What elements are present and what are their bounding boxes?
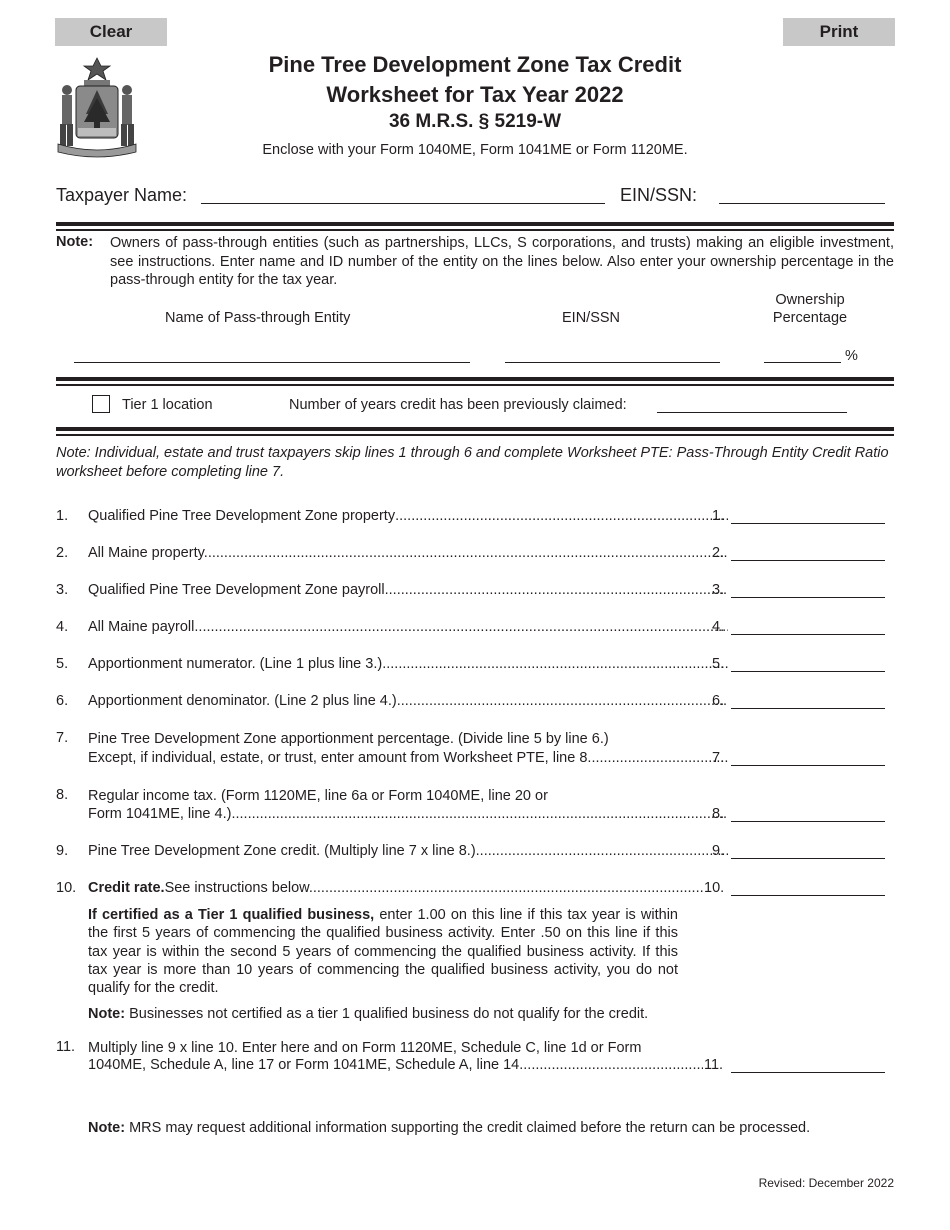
line-3-amount-field[interactable]: [731, 580, 885, 598]
col-ownership-header-line2: Percentage: [772, 310, 848, 326]
line-ref: 6.: [712, 693, 725, 709]
enclose-instruction: Enclose with your Form 1040ME, Form 1041ME or Form 1120ME.: [262, 142, 688, 158]
line-number: 1.: [56, 508, 69, 524]
line-5-amount-field[interactable]: [731, 654, 885, 672]
col-ein-header: EIN/SSN: [562, 310, 621, 326]
footer-note: Note: MRS may request additional information supporting the credit claimed before the return can be processed.: [88, 1120, 811, 1136]
line-4-amount-field[interactable]: [731, 617, 885, 635]
line-number: 7.: [56, 730, 69, 746]
col-ownership-header-line1: Ownership: [775, 292, 845, 308]
line-1-amount-field[interactable]: [731, 506, 885, 524]
section-divider: [56, 377, 894, 381]
line-10-instructions: If certified as a Tier 1 qualified business, enter 1.00 on this line if this tax year is within the first 5 years of commencing the qualified business activity. Enter .50 on this line if this tax year is within the second 5 years of commencing the qualified business activity. If this tax year is more than 10 years of commencing the qualified business activity, you do not qualify for the credit.: [88, 907, 678, 997]
line-number: 9.: [56, 843, 69, 859]
taxpayer-ein-label: EIN/SSN:: [620, 185, 698, 205]
line-6-label: Apportionment denominator. (Line 2 plus line 4.) .....: [88, 693, 728, 709]
section-divider: [56, 222, 894, 226]
col-entity-name-header: Name of Pass-through Entity: [165, 310, 351, 326]
line-10-label: Credit rate. See instructions below. .....: [88, 880, 704, 896]
line-ref: 4.: [712, 619, 725, 635]
line-2-amount-field[interactable]: [731, 543, 885, 561]
line-7-label-line1: Pine Tree Development Zone apportionment percentage. (Divide line 5 by line 6.): [88, 731, 609, 747]
line-9-label: Pine Tree Development Zone credit. (Multiply line 7 x line 8.) .....: [88, 843, 728, 859]
line-number: 10.: [56, 880, 77, 896]
revised-date: Revised: December 2022: [758, 1176, 894, 1190]
line-ref: 8.: [712, 806, 725, 822]
section-divider: [56, 427, 894, 431]
clear-button[interactable]: Clear: [55, 18, 167, 46]
line-ref: 3.: [712, 582, 725, 598]
line-ref: 5.: [712, 656, 725, 672]
line-5-label: Apportionment numerator. (Line 1 plus line 3.) .....: [88, 656, 728, 672]
line-8-amount-field[interactable]: [731, 804, 885, 822]
taxpayer-name-field[interactable]: [201, 203, 605, 204]
years-claimed-field[interactable]: [657, 412, 847, 413]
state-seal-logo: [54, 56, 140, 160]
line-1-label: Qualified Pine Tree Development Zone property .....: [88, 508, 728, 524]
line-3-label: Qualified Pine Tree Development Zone payroll. .....: [88, 582, 728, 598]
line-11-label: 1040ME, Schedule A, line 17 or Form 1041ME, Schedule A, line 14 .....: [88, 1057, 703, 1073]
line-number: 3.: [56, 582, 69, 598]
line-ref: 7.: [712, 750, 725, 766]
line-10-note: Note: Businesses not certified as a tier 1 qualified business do not qualify for the credit.: [88, 1006, 649, 1022]
line-number: 11.: [56, 1039, 76, 1055]
pass-through-note-label: Note:: [56, 234, 94, 250]
line-11-amount-field[interactable]: [731, 1055, 885, 1073]
line-ref: 10.: [704, 880, 725, 896]
percent-sign: %: [845, 348, 858, 364]
pass-through-note-text: Owners of pass-through entities (such as partnerships, LLCs, S corporations, and trusts) making an eligible investment, see instructions. Enter name and ID number of the entity on the lines below. Also enter your ownership percentage in the pass-through entity for the tax year.: [110, 235, 894, 288]
tier1-location-label: Tier 1 location: [122, 397, 213, 413]
line-number: 6.: [56, 693, 69, 709]
line-ref: 9.: [712, 843, 725, 859]
line-7-label: Except, if individual, estate, or trust, enter amount from Worksheet PTE, line 8. .....: [88, 750, 728, 766]
entity-ein-field[interactable]: [505, 362, 720, 363]
line-number: 4.: [56, 619, 69, 635]
line-11-label-line1: Multiply line 9 x line 10. Enter here and on Form 1120ME, Schedule C, line 1d or Form: [88, 1040, 642, 1056]
line-8-label-line1: Regular income tax. (Form 1120ME, line 6a or Form 1040ME, line 20 or: [88, 788, 548, 804]
individual-taxpayer-note: Note: Individual, estate and trust taxpayers skip lines 1 through 6 and complete Worksheet PTE: Pass-Through Entity Credit Ratio worksheet before completing line 7.: [56, 445, 889, 480]
section-divider: [56, 384, 894, 386]
taxpayer-ein-field[interactable]: [719, 203, 885, 204]
print-button[interactable]: Print: [783, 18, 895, 46]
line-2-label: All Maine property. .....: [88, 545, 728, 561]
line-10-amount-field[interactable]: [731, 878, 885, 896]
line-9-amount-field[interactable]: [731, 841, 885, 859]
entity-name-field[interactable]: [74, 362, 470, 363]
form-title-line1: Pine Tree Development Zone Tax Credit: [268, 52, 682, 77]
line-number: 8.: [56, 787, 69, 803]
section-divider: [56, 434, 894, 436]
line-7-amount-field[interactable]: [731, 748, 885, 766]
line-8-label: Form 1041ME, line 4.) .....: [88, 806, 728, 822]
line-number: 2.: [56, 545, 69, 561]
line-ref: 11.: [704, 1057, 724, 1073]
line-ref: 1.: [712, 508, 725, 524]
statute-reference: 36 M.R.S. § 5219-W: [388, 111, 562, 132]
years-claimed-label: Number of years credit has been previously claimed:: [289, 397, 627, 413]
line-4-label: All Maine payroll .....: [88, 619, 728, 635]
line-6-amount-field[interactable]: [731, 691, 885, 709]
section-divider: [56, 229, 894, 231]
ownership-percentage-field[interactable]: [764, 362, 841, 363]
line-ref: 2.: [712, 545, 725, 561]
form-title-line2: Worksheet for Tax Year 2022: [326, 82, 624, 107]
tier1-location-checkbox[interactable]: [92, 395, 110, 413]
taxpayer-name-label: Taxpayer Name:: [56, 185, 188, 205]
line-number: 5.: [56, 656, 69, 672]
